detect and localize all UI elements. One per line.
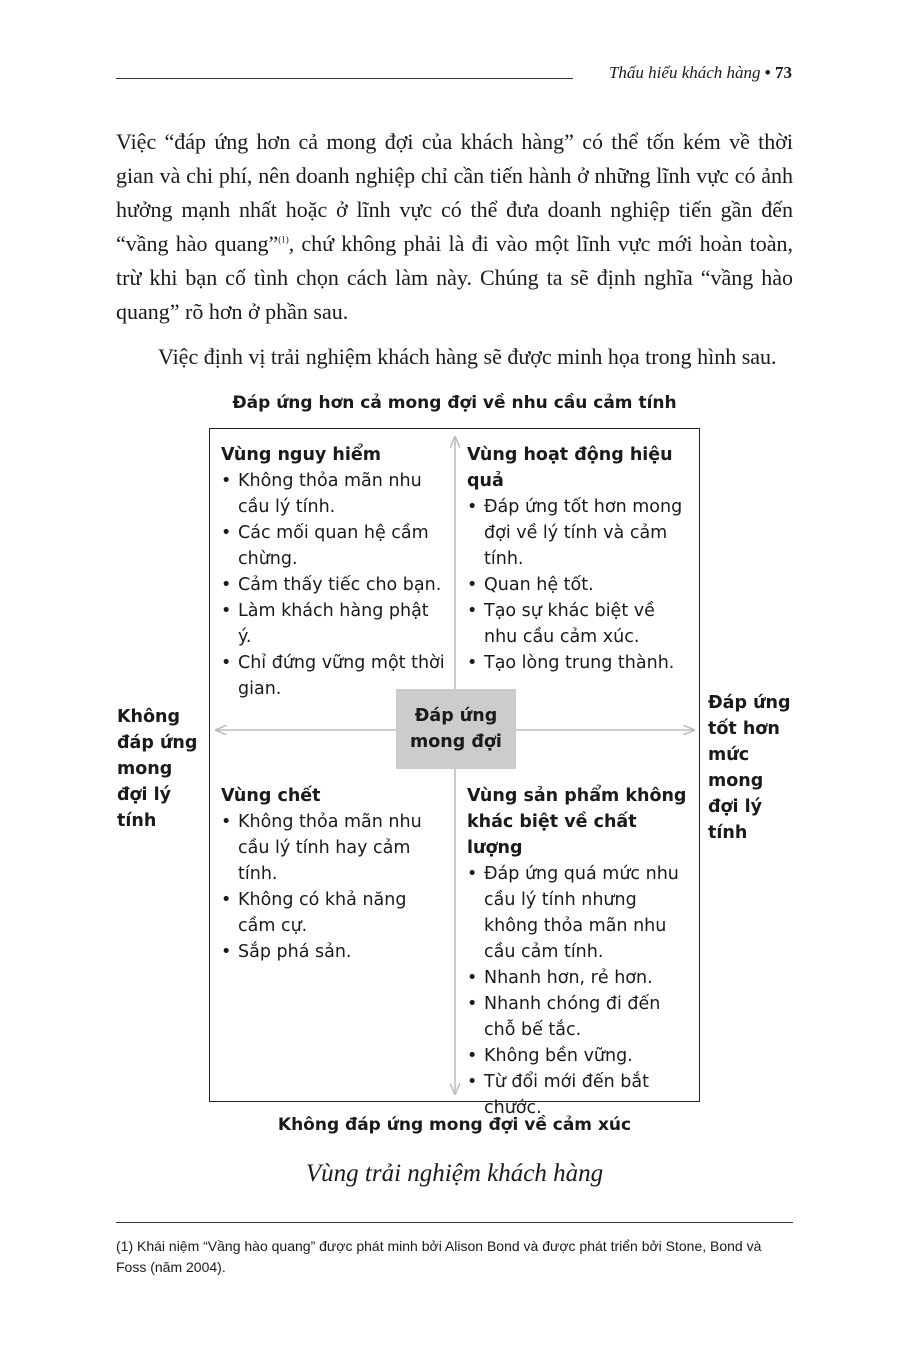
quadrant-list [467, 861, 687, 1121]
center-label: Đáp ứng mong đợi [410, 706, 502, 752]
list-item: • Làm khách hàng phật ý. [221, 598, 445, 650]
figure-caption: Vùng trải nghiệm khách hàng [305, 1160, 604, 1187]
list-item: • Không bền vững. [467, 1043, 687, 1069]
running-head-title: Thấu hiểu khách hàng [608, 63, 761, 82]
footnote-marker: (1) [278, 234, 289, 245]
paragraph-1-part-1: Việc “đáp ứng hơn cả mong đợi của khách hàng” có thể tốn kém về thời gian và chi phí, nên doanh nghiệp chỉ cần tiến hành ở những lĩnh vực có ảnh hưởng mạnh nhất hoặc ở lĩnh vực có thể đưa doanh nghiệp tiến gần đến “vầng hào quang” [116, 129, 793, 256]
quadrant-list [221, 809, 447, 965]
list-item: • Các mối quan hệ cầm chừng. [221, 520, 445, 572]
quadrant-list [221, 468, 445, 702]
quadrant-title: Vùng chết [221, 786, 321, 806]
paragraph-2: Việc định vị trải nghiệm khách hàng sẽ được minh họa trong hình sau. [158, 344, 777, 369]
right-axis-label: Đáp ứng tốt hơn mức mong đợi lý tính [708, 693, 791, 843]
page-number: 73 [775, 63, 792, 82]
quadrant-title: Vùng nguy hiểm [221, 445, 381, 465]
figure-bottom-label: Không đáp ứng mong đợi về cảm xúc [277, 1115, 632, 1135]
list-item: • Nhanh hơn, rẻ hơn. [467, 965, 687, 991]
footnote-rule [116, 1222, 793, 1223]
paragraph-1-part-2: , chứ không phải là đi vào một lĩnh vực mới hoàn toàn, trừ khi bạn cố tình chọn cách làm này. Chúng ta sẽ định nghĩa “vầng hào quang” rõ hơn ở phần sau. [116, 231, 793, 324]
running-head-bullet: • [764, 63, 771, 82]
quadrant-effective-zone [467, 442, 689, 676]
list-item: • Cảm thấy tiếc cho bạn. [221, 572, 445, 598]
quadrant-title: Vùng sản phẩm không khác biệt về chất lượng [467, 786, 687, 858]
footnote: (1) Khái niệm “Vầng hào quang” được phát minh bởi Alison Bond và được phát triển bởi Stone, Bond và Foss (năm 2004). [116, 1238, 762, 1275]
list-item: • Từ đổi mới đến bắt chước. [467, 1069, 687, 1121]
figure-top-label: Đáp ứng hơn cả mong đợi về nhu cầu cảm tính [232, 393, 677, 413]
list-item: • Đáp ứng tốt hơn mong đợi về lý tính và cảm tính. [467, 494, 689, 572]
list-item: • Tạo lòng trung thành. [467, 650, 689, 676]
list-item: • Quan hệ tốt. [467, 572, 689, 598]
quadrant-danger-zone [221, 442, 445, 702]
quadrant-list [467, 494, 689, 676]
center-box [396, 689, 516, 769]
list-item: • Sắp phá sản. [221, 939, 447, 965]
list-item: • Tạo sự khác biệt về nhu cầu cảm xúc. [467, 598, 689, 650]
list-item: • Không có khả năng cầm cự. [221, 887, 447, 939]
quadrant-dead-zone [221, 783, 447, 965]
list-item: • Đáp ứng quá mức nhu cầu lý tính nhưng không thỏa mãn nhu cầu cảm tính. [467, 861, 687, 965]
list-item: • Không thỏa mãn nhu cầu lý tính hay cảm tính. [221, 809, 447, 887]
quadrant-title: Vùng hoạt động hiệu quả [467, 445, 673, 491]
list-item: • Nhanh chóng đi đến chỗ bế tắc. [467, 991, 687, 1043]
quadrant-commodity-zone [467, 783, 687, 1121]
list-item: • Không thỏa mãn nhu cầu lý tính. [221, 468, 445, 520]
list-item: • Chỉ đứng vững một thời gian. [221, 650, 445, 702]
left-axis-label: Không đáp ứng mong đợi lý tính [117, 707, 198, 831]
